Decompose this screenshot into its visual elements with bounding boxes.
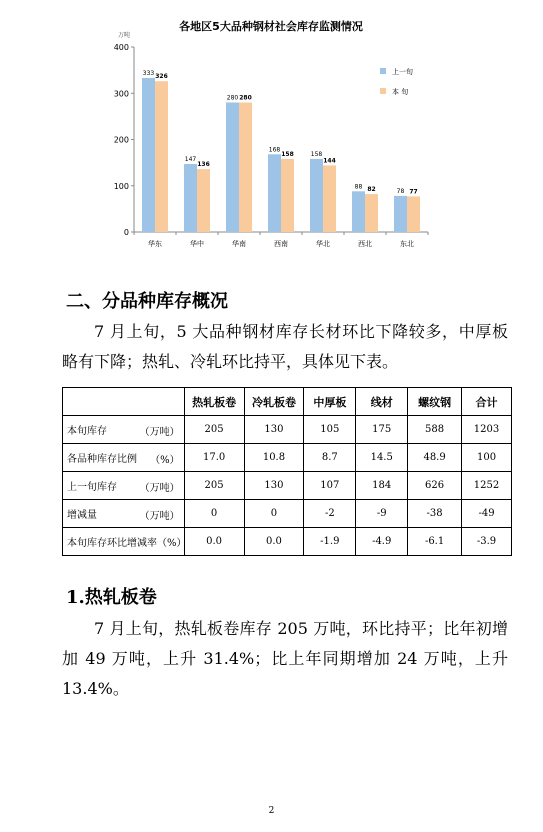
bar-value-label: 78 bbox=[396, 187, 405, 195]
legend-label: 上一旬 bbox=[392, 68, 413, 76]
table-cell: 0.0 bbox=[244, 528, 304, 556]
bar bbox=[197, 169, 210, 232]
row-label-cell bbox=[63, 500, 185, 528]
y-tick-label: 100 bbox=[113, 181, 129, 191]
bar bbox=[142, 78, 155, 232]
bar bbox=[310, 159, 323, 232]
table-cell: 0 bbox=[184, 500, 244, 528]
row-label: 各品种库存比例 bbox=[67, 454, 137, 465]
row-label-cell bbox=[63, 444, 185, 472]
table-cell: 0 bbox=[244, 500, 304, 528]
table-cell: 0.0 bbox=[184, 528, 244, 556]
bar-value-label: 280 bbox=[239, 94, 252, 102]
table-row bbox=[63, 528, 512, 556]
table-cell: 205 bbox=[184, 472, 244, 500]
table-header-row bbox=[63, 388, 512, 416]
table-cell: -9 bbox=[356, 500, 408, 528]
bar bbox=[323, 165, 336, 232]
bar bbox=[394, 196, 407, 232]
table-row bbox=[63, 444, 512, 472]
chart-title: 各地区5大品种钢材社会库存监测情况 bbox=[179, 20, 363, 33]
table-header-cell: 线材 bbox=[356, 388, 408, 416]
table-row bbox=[63, 472, 512, 500]
bar-value-label: 333 bbox=[142, 69, 155, 77]
table-cell: 17.0 bbox=[184, 444, 244, 472]
table-cell: 130 bbox=[244, 416, 304, 444]
row-label: 增减量 bbox=[67, 510, 97, 521]
table-cell: 100 bbox=[462, 444, 512, 472]
legend-label: 本 旬 bbox=[392, 88, 409, 96]
table-cell: 8.7 bbox=[304, 444, 356, 472]
table-cell: 184 bbox=[356, 472, 408, 500]
bar-value-label: 77 bbox=[409, 188, 418, 196]
row-unit: （万吨） bbox=[139, 483, 180, 494]
table-cell: -3.9 bbox=[462, 528, 512, 556]
table-header-cell: 热轧板卷 bbox=[184, 388, 244, 416]
bar-value-label: 168 bbox=[268, 146, 281, 154]
row-label-cell bbox=[63, 528, 185, 556]
bar bbox=[268, 154, 281, 232]
bar-value-label: 136 bbox=[197, 161, 210, 169]
x-tick-label: 西南 bbox=[274, 240, 288, 248]
bar-value-label: 147 bbox=[184, 156, 197, 164]
legend-swatch bbox=[380, 88, 386, 94]
inventory-table bbox=[62, 387, 512, 556]
y-tick-label: 200 bbox=[113, 135, 129, 145]
row-label: 本旬库存环比增减率（%） bbox=[67, 538, 187, 549]
bar-value-label: 158 bbox=[310, 150, 323, 158]
y-axis-label: 万吨 bbox=[118, 32, 131, 39]
x-tick-label: 东北 bbox=[400, 240, 414, 248]
table-cell: -1.9 bbox=[304, 528, 356, 556]
table-header-cell: 螺纹钢 bbox=[408, 388, 462, 416]
x-tick-label: 华东 bbox=[148, 240, 162, 248]
row-unit: （%） bbox=[150, 455, 180, 466]
table-cell: -4.9 bbox=[356, 528, 408, 556]
table-cell: 626 bbox=[408, 472, 462, 500]
table-cell: -49 bbox=[462, 500, 512, 528]
table-cell: 14.5 bbox=[356, 444, 408, 472]
table-cell: -38 bbox=[408, 500, 462, 528]
table-cell: 1203 bbox=[462, 416, 512, 444]
legend-swatch bbox=[380, 68, 386, 74]
bar bbox=[226, 103, 239, 233]
table-header-cell: 中厚板 bbox=[304, 388, 356, 416]
x-tick-label: 华中 bbox=[190, 240, 204, 248]
chart-svg bbox=[0, 0, 543, 270]
x-tick-label: 华南 bbox=[232, 240, 246, 248]
table-cell: 48.9 bbox=[408, 444, 462, 472]
y-tick-label: 400 bbox=[113, 43, 129, 52]
row-label: 本旬库存 bbox=[67, 426, 107, 437]
table-header-cell bbox=[63, 388, 185, 416]
hot-rolled-paragraph: 7 月上旬，热轧板卷库存 205 万吨，环比持平；比年初增加 49 万吨，上升 31.4%；比上年同期增加 24 万吨，上升 13.4%。 bbox=[62, 619, 508, 698]
table-cell: 1252 bbox=[462, 472, 512, 500]
table-cell: 588 bbox=[408, 416, 462, 444]
row-label-cell bbox=[63, 472, 185, 500]
table-cell: 105 bbox=[304, 416, 356, 444]
table-cell: 130 bbox=[244, 472, 304, 500]
summary-paragraph: 7 月上旬，5 大品种钢材库存长材环比下降较多，中厚板略有下降；热轧、冷轧环比持平，具体见下表。 bbox=[62, 322, 508, 371]
table-cell: -2 bbox=[304, 500, 356, 528]
bar-value-label: 158 bbox=[281, 150, 294, 158]
bar-value-label: 144 bbox=[323, 157, 336, 165]
subsection-heading: 1.热轧板卷 bbox=[66, 587, 157, 608]
bar-value-label: 326 bbox=[155, 73, 168, 81]
table-row bbox=[63, 416, 512, 444]
table-row bbox=[63, 500, 512, 528]
y-tick-label: 300 bbox=[113, 89, 129, 99]
inventory-chart bbox=[0, 0, 543, 270]
x-tick-label: 西北 bbox=[358, 240, 372, 248]
table-header-cell: 冷轧板卷 bbox=[244, 388, 304, 416]
y-tick-label: 0 bbox=[123, 228, 129, 237]
page-number: 2 bbox=[268, 806, 275, 816]
bar-value-label: 82 bbox=[367, 186, 376, 194]
table-cell: 205 bbox=[184, 416, 244, 444]
bar-value-label: 280 bbox=[226, 94, 239, 102]
row-unit: （万吨） bbox=[139, 427, 180, 438]
bar bbox=[184, 164, 197, 232]
x-tick-label: 华北 bbox=[316, 240, 330, 248]
row-label-cell bbox=[63, 416, 185, 444]
bar bbox=[352, 191, 365, 232]
table-cell: 10.8 bbox=[244, 444, 304, 472]
row-unit: （万吨） bbox=[139, 511, 180, 522]
bar bbox=[281, 159, 294, 232]
section-heading: 二、分品种库存概况 bbox=[66, 291, 228, 312]
bar-value-label: 88 bbox=[354, 183, 363, 191]
table-cell: 107 bbox=[304, 472, 356, 500]
table-header-cell: 合计 bbox=[462, 388, 512, 416]
bar bbox=[407, 196, 420, 232]
bar bbox=[365, 194, 378, 232]
table-cell: -6.1 bbox=[408, 528, 462, 556]
bar bbox=[239, 103, 252, 233]
table-cell: 175 bbox=[356, 416, 408, 444]
row-label: 上一旬库存 bbox=[67, 482, 117, 493]
bar bbox=[155, 81, 168, 232]
